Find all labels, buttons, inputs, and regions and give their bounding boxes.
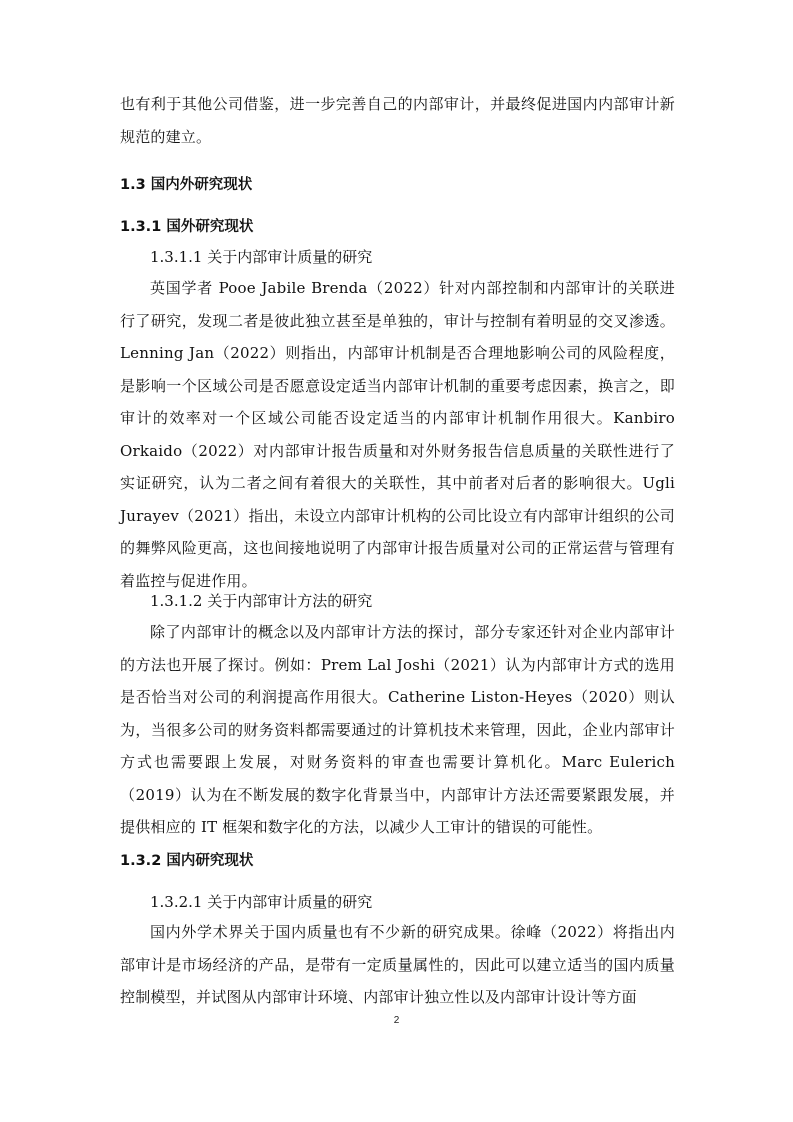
section-heading-1-3 <box>120 174 675 196</box>
foreign-quality-paragraph-block <box>120 272 675 597</box>
subsection-heading: 1.3.1 国外研究现状 <box>120 219 254 235</box>
intro-paragraph: 也有利于其他公司借鉴，进一步完善自己的内部审计，并最终促进国内内部审计新规范的建立。 <box>120 95 675 146</box>
section-heading: 1.3 国内外研究现状 <box>120 177 253 193</box>
subsubsection-title: 1.3.1.2 关于内部审计方法的研究 <box>150 592 373 610</box>
foreign-method-paragraph: 除了内部审计的概念以及内部审计方法的探讨，部分专家还针对企业内部审计的方法也开展了探讨。例如：Prem Lal Joshi（2021）认为内部审计方式的选用是否恰当对公司的利润提高作用很大。Catherine Liston-Heyes（2020）则认为，当很多公司的财务资料都需要通过的计算机技术来管理，因此，企业内部审计方式也需要跟上发展，对财务资料的审查也需要计算机化。Marc Eulerich（2019）认为在不断发展的数字化背景当中，内部审计方法还需要紧跟发展，并提供相应的 IT 框架和数字化的方法，以减少人工审计的错误的可能性。 <box>120 623 675 836</box>
subsubsection-title: 1.3.1.1 关于内部审计质量的研究 <box>150 248 373 266</box>
page-number: 2 <box>393 1015 400 1026</box>
foreign-quality-paragraph: 英国学者 Pooe Jabile Brenda（2022）针对内部控制和内部审计的关联进行了研究，发现二者是彼此独立甚至是单独的，审计与控制有着明显的交叉渗透。Lenning Jan（2022）则指出，内部审计机制是否合理地影响公司的风险程度，是影响一个区域公司是否愿意设定适当内部审计机制的重要考虑因素，换言之，即审计的效率对一个区域公司能否设定适当的内部审计机制作用很大。Kanbiro Orkaido（2022）对内部审计报告质量和对外财务报告信息质量的关联性进行了实证研究，认为二者之间有着很大的关联性，其中前者对后者的影响很大。Ugli Jurayev（2021）指出，未设立内部审计机构的公司比设立有内部审计组织的公司的舞弊风险更高，这也间接地说明了内部审计报告质量对公司的正常运营与管理有着监控与促进作用。 <box>120 279 675 590</box>
subsubsection-1-3-1-1 <box>120 246 675 268</box>
section-heading-1-3-1 <box>120 216 675 238</box>
subsection-heading: 1.3.2 国内研究现状 <box>120 853 254 869</box>
section-heading-1-3-2 <box>120 850 675 872</box>
domestic-quality-paragraph: 国内外学术界关于国内质量也有不少新的研究成果。徐峰（2022）将指出内部审计是市场经济的产品，是带有一定质量属性的，因此可以建立适当的国内质量控制模型，并试图从内部审计环境、内部审计独立性以及内部审计设计等方面 <box>120 923 675 1006</box>
subsubsection-1-3-1-2 <box>120 590 675 612</box>
foreign-method-paragraph-block <box>120 616 675 844</box>
domestic-quality-paragraph-block <box>120 916 675 1014</box>
subsubsection-1-3-2-1 <box>120 891 675 913</box>
intro-paragraph-block <box>120 88 675 153</box>
subsubsection-title: 1.3.2.1 关于内部审计质量的研究 <box>150 893 373 911</box>
